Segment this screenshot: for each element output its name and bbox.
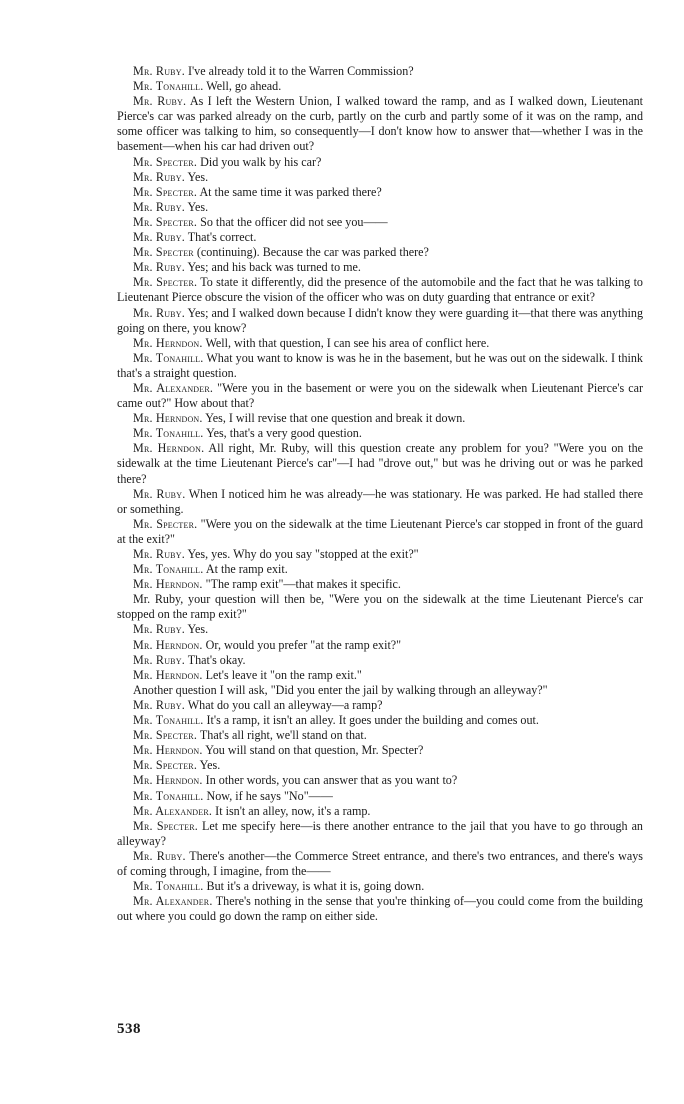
transcript-paragraph xyxy=(117,381,643,411)
paragraph-text: Yes, yes. Why do you say "stopped at the exit?" xyxy=(187,547,419,561)
paragraph-text: Another question I will ask, "Did you enter the jail by walking through an alleyway?" xyxy=(133,682,548,697)
speaker-name: Mr. Herndon. xyxy=(133,577,203,592)
transcript-paragraph xyxy=(117,622,643,637)
speaker-name: Mr. Specter. xyxy=(133,275,198,290)
paragraph-text: "The ramp exit"—that makes it specific. xyxy=(205,577,401,592)
paragraph-text: That's all right, we'll stand on that. xyxy=(199,728,367,743)
transcript-paragraph xyxy=(117,411,643,426)
transcript-paragraph xyxy=(117,517,643,547)
transcript-paragraph xyxy=(117,804,643,819)
speaker-name: Mr. Ruby. xyxy=(133,230,185,245)
speaker-name: Mr. Ruby. xyxy=(133,94,187,109)
transcript-paragraph xyxy=(117,743,643,758)
speaker-name: Mr. Ruby. xyxy=(133,652,185,667)
speaker-name: Mr. Specter. xyxy=(133,516,198,531)
transcript-paragraph xyxy=(117,758,643,773)
speaker-name: Mr. Tonahill. xyxy=(133,426,204,441)
paragraph-text: That's okay. xyxy=(187,652,246,667)
transcript-paragraph xyxy=(117,653,643,668)
transcript-body xyxy=(117,64,643,924)
speaker-name: Mr. Specter. xyxy=(133,214,198,229)
speaker-name: Mr. Ruby. xyxy=(133,697,185,712)
transcript-paragraph xyxy=(117,64,643,79)
page-number: 538 xyxy=(117,1021,141,1037)
transcript-paragraph xyxy=(117,94,643,154)
speaker-name: Mr. Ruby. xyxy=(133,486,186,501)
speaker-name: Mr. Tonahill. xyxy=(133,79,204,94)
speaker-name: Mr. Herndon. xyxy=(133,441,205,456)
speaker-name: Mr. Herndon. xyxy=(133,773,203,788)
paragraph-text: Yes, I will revise that one question and break it down. xyxy=(205,411,466,426)
transcript-paragraph xyxy=(117,713,643,728)
speaker-name: Mr. Herndon. xyxy=(133,411,203,426)
paragraph-text: "Were you on the sidewalk at the time Lieutenant Pierce's car stopped in front of the guard at the exit?" xyxy=(117,516,643,546)
paragraph-text: I've already told it to the Warren Commission? xyxy=(187,64,414,78)
transcript-paragraph xyxy=(117,789,643,804)
paragraph-text: Mr. Ruby, your question will then be, "Were you on the sidewalk at the time Lieutenant Pierce's car stopped on the ramp exit?" xyxy=(117,592,643,622)
paragraph-text: Let me specify here—is there another entrance to the jail that you have to go through an alleyway? xyxy=(117,818,643,848)
paragraph-text: What you want to know is was he in the basement, but he was out on the sidewalk. I think that's a straight question. xyxy=(117,350,643,380)
paragraph-text: At the ramp exit. xyxy=(205,562,288,577)
transcript-paragraph xyxy=(117,426,643,441)
transcript-paragraph xyxy=(117,245,643,260)
transcript-paragraph xyxy=(117,819,643,849)
transcript-paragraph xyxy=(117,230,643,245)
speaker-name: Mr. Alexander. xyxy=(133,380,214,395)
paragraph-text: Yes. xyxy=(199,758,221,773)
transcript-paragraph xyxy=(117,894,643,924)
speaker-name: Mr. Alexander. xyxy=(133,894,213,909)
speaker-name: Mr. Ruby. xyxy=(133,169,185,184)
paragraph-text: Let's leave it "on the ramp exit." xyxy=(205,667,362,682)
paragraph-text: Yes, that's a very good question. xyxy=(206,426,362,441)
transcript-paragraph xyxy=(117,215,643,230)
paragraph-text: Now, if he says "No"—— xyxy=(206,788,333,803)
paragraph-text: That's correct. xyxy=(187,230,257,245)
transcript-paragraph xyxy=(117,577,643,592)
paragraph-text: (continuing). Because the car was parked there? xyxy=(196,245,429,260)
speaker-name: Mr. Tonahill. xyxy=(133,562,204,577)
paragraph-text: But it's a driveway, is what it is, going down. xyxy=(206,879,425,894)
paragraph-text: Yes; and his back was turned to me. xyxy=(187,260,361,275)
transcript-paragraph xyxy=(117,668,643,683)
paragraph-text: To state it differently, did the presence of the automobile and the fact that he was talking to Lieutenant Pierce obscure the vision of the officer who was on duty guarding that entrance or exit? xyxy=(117,275,643,305)
paragraph-text: It's a ramp, it isn't an alley. It goes under the building and comes out. xyxy=(206,713,539,728)
paragraph-text: Well, with that question, I can see his area of conflict here. xyxy=(205,335,490,350)
speaker-name: Mr. Ruby. xyxy=(133,199,185,214)
transcript-paragraph xyxy=(117,638,643,653)
transcript-paragraph xyxy=(117,683,643,698)
paragraph-text: There's another—the Commerce Street entrance, and there's two entrances, and there's ways of coming through, I imagine, from the—— xyxy=(117,848,643,878)
transcript-paragraph xyxy=(117,592,643,622)
speaker-name: Mr. Ruby. xyxy=(133,305,185,320)
speaker-name: Mr. Tonahill. xyxy=(133,350,204,365)
paragraph-text: When I noticed him he was already—he was stationary. He was parked. He had stalled there or something. xyxy=(117,486,644,516)
paragraph-text: In other words, you can answer that as you want to? xyxy=(205,773,458,788)
speaker-name: Mr. Herndon. xyxy=(133,637,203,652)
transcript-paragraph xyxy=(117,562,643,577)
transcript-paragraph xyxy=(117,547,643,562)
transcript-paragraph xyxy=(117,336,643,351)
transcript-paragraph xyxy=(117,306,643,336)
transcript-paragraph xyxy=(117,849,643,879)
transcript-paragraph xyxy=(117,773,643,788)
paragraph-text: It isn't an alley, now, it's a ramp. xyxy=(215,803,371,818)
paragraph-text: You will stand on that question, Mr. Specter? xyxy=(205,743,424,758)
transcript-paragraph xyxy=(117,728,643,743)
speaker-name: Mr. Specter. xyxy=(133,728,198,743)
speaker-name: Mr. Tonahill. xyxy=(133,713,204,728)
speaker-name: Mr. Ruby. xyxy=(133,64,185,78)
transcript-paragraph xyxy=(117,260,643,275)
paragraph-text: As I left the Western Union, I walked toward the ramp, and as I walked down, Lieutenant Pierce's car was parked already on the curb, partly on the curb and partly some of it was on the ramp, and some officer was talking to him, so consequently—I don't know how to answer that—whether I was in the basement—when his car had driven out? xyxy=(117,94,643,154)
transcript-paragraph xyxy=(117,200,643,215)
paragraph-text: "Were you in the basement or were you on the sidewalk when Lieutenant Pierce's car came out?" How about that? xyxy=(117,380,643,411)
paragraph-text: What do you call an alleyway—a ramp? xyxy=(187,697,383,712)
paragraph-text: Or, would you prefer "at the ramp exit?" xyxy=(205,637,402,652)
speaker-name: Mr. Specter. xyxy=(133,758,198,773)
speaker-name: Mr. Tonahill. xyxy=(133,788,204,803)
paragraph-text: Yes. xyxy=(187,169,209,184)
transcript-paragraph xyxy=(117,879,643,894)
transcript-paragraph xyxy=(117,185,643,200)
transcript-paragraph xyxy=(117,275,643,305)
transcript-paragraph xyxy=(117,441,643,486)
paragraph-text: Did you walk by his car? xyxy=(200,154,322,169)
transcript-paragraph xyxy=(117,170,643,185)
speaker-name: Mr. Tonahill. xyxy=(133,879,204,894)
paragraph-text: Yes. xyxy=(187,622,209,637)
transcript-paragraph xyxy=(117,79,643,94)
paragraph-text: There's nothing in the sense that you're thinking of—you could come from the building out where you could go down the ramp on either side. xyxy=(117,894,643,924)
speaker-name: Mr. Herndon. xyxy=(133,743,203,758)
speaker-name: Mr. Alexander. xyxy=(133,803,213,818)
speaker-name: Mr. Ruby. xyxy=(133,547,185,561)
transcript-paragraph xyxy=(117,487,643,517)
speaker-name: Mr. Specter. xyxy=(133,154,198,169)
transcript-paragraph xyxy=(117,351,643,381)
speaker-name: Mr. Herndon. xyxy=(133,335,203,350)
transcript-paragraph xyxy=(117,155,643,170)
paragraph-text: Well, go ahead. xyxy=(206,79,282,94)
paragraph-text: At the same time it was parked there? xyxy=(199,184,382,199)
transcript-paragraph xyxy=(117,698,643,713)
speaker-name: Mr. Herndon. xyxy=(133,667,203,682)
speaker-name: Mr. Ruby. xyxy=(133,260,185,275)
speaker-name: Mr. Specter xyxy=(133,245,194,260)
speaker-name: Mr. Ruby. xyxy=(133,848,186,863)
speaker-name: Mr. Specter. xyxy=(133,184,198,199)
speaker-name: Mr. Ruby. xyxy=(133,622,185,637)
paragraph-text: Yes. xyxy=(187,199,209,214)
paragraph-text: Yes; and I walked down because I didn't know they were guarding it—that there was anything going on there, you know? xyxy=(117,305,644,335)
speaker-name: Mr. Specter. xyxy=(133,818,199,833)
paragraph-text: All right, Mr. Ruby, will this question create any problem for you? "Were you on the sidewalk at the time Lieutenant Pierce's car"—I had "drove out," but was he driving out or was he parked there? xyxy=(117,441,643,486)
paragraph-text: So that the officer did not see you—— xyxy=(200,214,388,229)
